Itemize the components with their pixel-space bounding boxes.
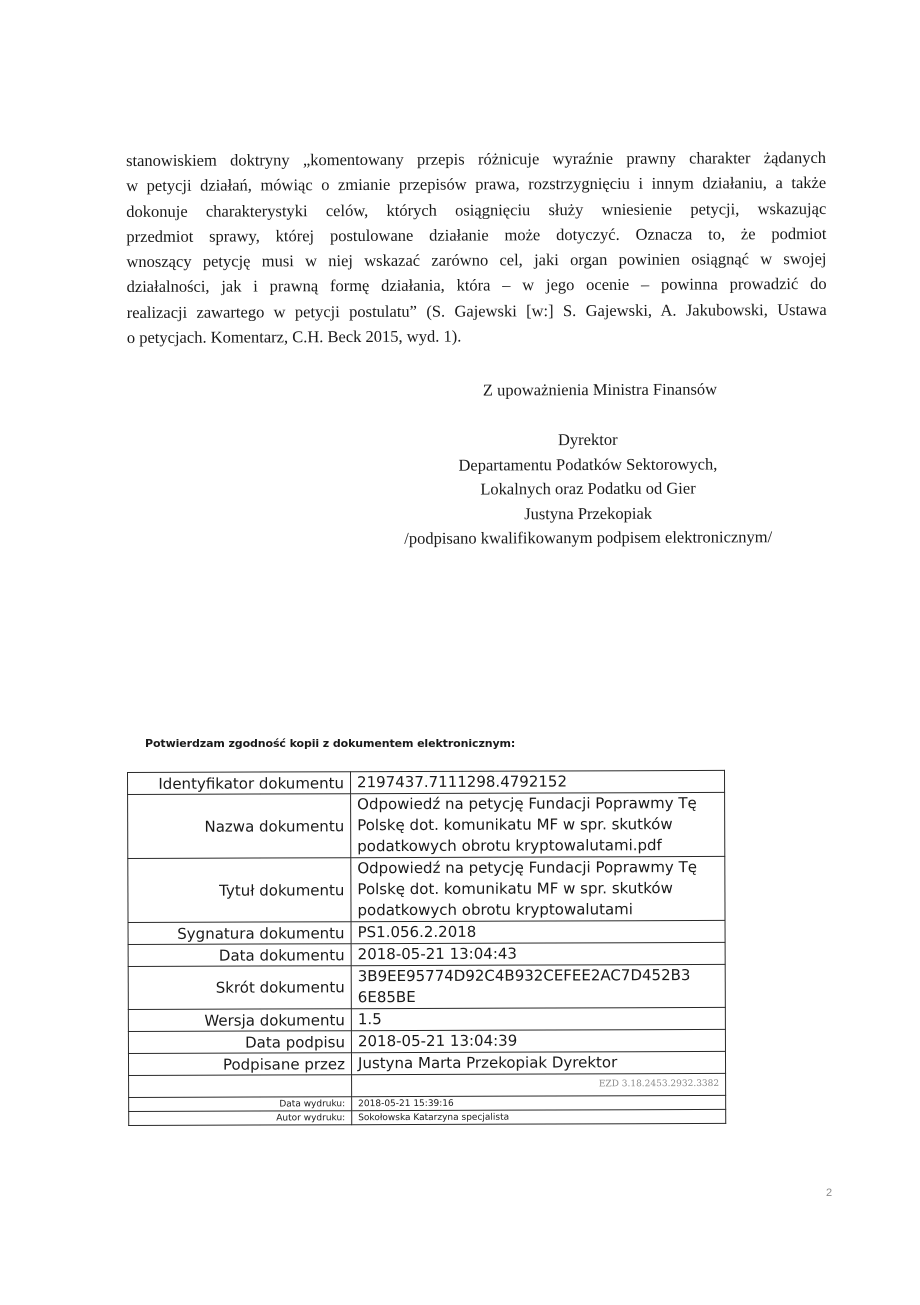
row-label: Data dokumentu: [128, 944, 351, 967]
table-row: [128, 920, 725, 944]
body-paragraph: [126, 145, 827, 350]
row-label: Podpisane przez: [128, 1053, 351, 1076]
signature-note: /podpisano kwalifikowanym podpisem elektronicznym/: [404, 527, 773, 548]
signature-department: Departamentu Podatków Sektorowych,: [458, 453, 718, 475]
signature-position: Dyrektor: [557, 429, 618, 450]
table-row: [128, 942, 725, 966]
row-label: Nazwa dokumentu: [128, 794, 351, 859]
table-row: [128, 1007, 725, 1031]
print-author-value: Sokołowska Katarzyna specjalista: [352, 1109, 726, 1124]
paragraph-line: realizacji zawartego w petycji postulatu” (S. Gajewski [w:] S. Gajewski, A. Jakubowski, Ustawa: [126, 299, 827, 322]
row-value: PS1.056.2.2018: [351, 920, 725, 943]
row-label: Data podpisu: [128, 1031, 351, 1054]
table-row: [128, 1029, 725, 1053]
row-label: Wersja dokumentu: [128, 1009, 351, 1032]
row-value: 1.5: [351, 1007, 725, 1030]
row-value: 2018-05-21 13:04:39: [351, 1029, 725, 1052]
table-row: [129, 1109, 726, 1125]
row-value: 2197437.7111298.4792152: [351, 770, 725, 793]
document-info-table: [127, 770, 726, 1126]
table-row: [128, 964, 725, 1009]
print-author-label: Autor wydruku:: [129, 1111, 352, 1126]
print-date-value: 2018-05-21 15:39:16: [352, 1095, 726, 1110]
row-label: Skrót dokumentu: [128, 966, 351, 1010]
row-value: 2018-05-21 13:04:43: [351, 942, 725, 965]
paragraph-line: stanowiskiem doktryny „komentowany przepis różnicuje wyraźnie prawny charakter żądanych: [126, 147, 827, 170]
copy-confirmation: Potwierdzam zgodność kopii z dokumentem elektronicznym:: [145, 737, 516, 750]
signature-authorization: Z upoważnienia Ministra Finansów: [482, 379, 718, 400]
row-label: Identyfikator dokumentu: [128, 772, 351, 795]
paragraph-line: w petycji działań, mówiąc o zmianie przepisów prawa, rozstrzygnięciu i innym działaniu, a także: [126, 173, 827, 196]
paragraph-line: dokonuje charakterystyki celów, których osiągnięciu służy wniesienie petycji, wskazując: [126, 198, 827, 221]
row-value: 3B9EE95774D92C4B932CEFEE2AC7D452B3 6E85BE: [351, 964, 725, 1008]
table-row: [128, 770, 725, 794]
row-value: Odpowiedź na petycję Fundacji Poprawmy Tę Polskę dot. komunikatu MF w spr. skutków podatkowych obrotu kryptowalutami: [351, 856, 725, 921]
paragraph-line: wnoszący petycję musi w niej wskazać zarówno cel, jaki organ powinien osiągnąć w swojej: [126, 249, 827, 272]
row-label: Tytuł dokumentu: [128, 858, 351, 923]
paragraph-line: przedmiot sprawy, której postulowane działanie może dotyczyć. Oznacza to, że podmiot: [126, 223, 827, 246]
row-value: Odpowiedź na petycję Fundacji Poprawmy Tę Polskę dot. komunikatu MF w spr. skutków podatkowych obrotu kryptowalutami.pdf: [351, 792, 725, 857]
signature-department-cont: Lokalnych oraz Podatku od Gier: [480, 478, 696, 499]
table-row: [128, 856, 725, 922]
signature-name: Justyna Przekopiak: [524, 503, 653, 523]
page-number: 2: [826, 1187, 833, 1199]
table-row: [128, 1051, 725, 1075]
print-date-label: Data wydruku:: [129, 1097, 352, 1112]
row-value: Justyna Marta Przekopiak Dyrektor: [351, 1051, 725, 1074]
paragraph-line: działalności, jak i prawną formę działania, która – w jego ocenie – powinna prowadzić do: [126, 274, 827, 297]
table-row: [129, 1073, 726, 1097]
paragraph-line: o petycjach. Komentarz, C.H. Beck 2015, wyd. 1).: [126, 326, 462, 348]
signature-block: [380, 427, 797, 551]
table-row: [128, 792, 725, 858]
row-label: Sygnatura dokumentu: [128, 922, 351, 945]
ezd-code: EZD 3.18.2453.2932.3382: [598, 1078, 720, 1090]
